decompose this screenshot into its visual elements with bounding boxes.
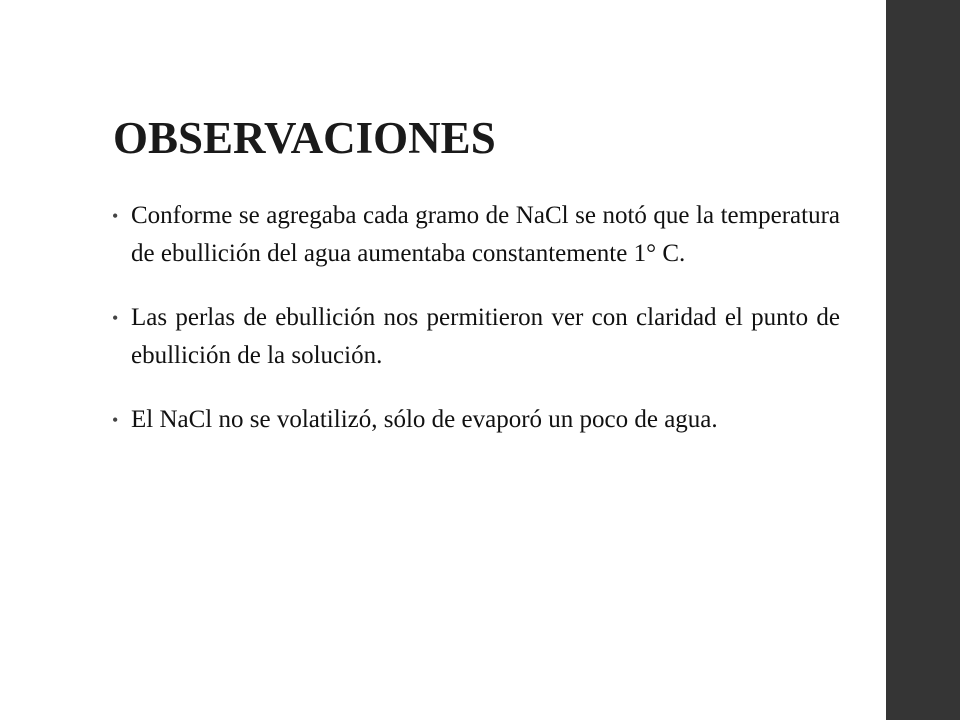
bullet-text: Las perlas de ebullición nos permitieron ver con claridad el punto de ebullición de la solución. (131, 304, 840, 369)
bullet-list (112, 197, 840, 465)
bullet-item (112, 401, 840, 439)
bullet-icon: • (112, 410, 119, 430)
bullet-icon: • (112, 308, 119, 328)
bullet-text: El NaCl no se volatilizó, sólo de evaporó un poco de agua. (131, 406, 718, 433)
bullet-icon: • (112, 206, 119, 226)
sidebar-decoration (886, 0, 960, 720)
bullet-text: Conforme se agregaba cada gramo de NaCl se notó que la temperatura de ebullición del agua aumentaba constantemente 1° C. (131, 202, 840, 267)
bullet-item (112, 299, 840, 375)
slide-title: OBSERVACIONES (113, 113, 496, 163)
bullet-item (112, 197, 840, 273)
